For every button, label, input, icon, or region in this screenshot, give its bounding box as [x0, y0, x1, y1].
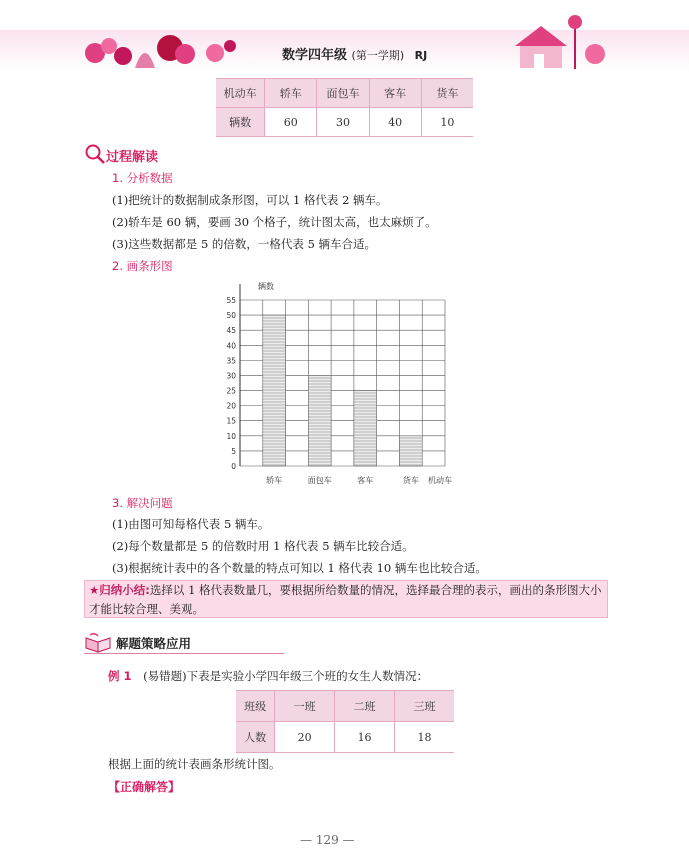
magnifier-icon: [84, 143, 106, 165]
y-tick-label: 20: [226, 401, 236, 411]
table-cell: 20: [275, 722, 335, 753]
table-cell: 人数: [236, 722, 275, 753]
summary-text: 选择以 1 格代表数量几，要根据所给数量的情况，选择最合理的表示，画出的条形图大小才能比较合理、美观。: [89, 583, 602, 616]
edition-label: RJ: [414, 49, 428, 62]
class-table-data-row: [236, 722, 454, 753]
table-cell: 40: [369, 108, 421, 137]
strategy-heading: [84, 632, 304, 654]
step1-line: (2)轿车是 60 辆，要画 30 个格子，统计图太高，也太麻烦了。: [112, 215, 437, 229]
step1-title: 1. 分析数据: [112, 171, 173, 185]
bar-chart: [210, 278, 475, 488]
page-number: — 129 —: [300, 833, 355, 847]
table-cell: 班级: [236, 691, 275, 722]
table-cell: 三班: [395, 691, 454, 722]
strategy-title: 解题策略应用: [116, 636, 192, 651]
book-icon: [84, 632, 114, 654]
table-cell: 面包车: [317, 79, 369, 108]
x-tick-label: 货车: [402, 476, 419, 485]
house-icon: [500, 14, 620, 74]
chart-x-ticks: [266, 475, 419, 485]
y-tick-label: 15: [226, 416, 236, 426]
example-intro: [108, 668, 428, 684]
table-cell: 客车: [369, 79, 421, 108]
bar-货车: [399, 436, 422, 466]
example-label: 例 1: [108, 669, 132, 683]
header-title: [282, 44, 427, 63]
process-title: 过程解读: [106, 150, 159, 165]
step2-title: 2. 画条形图: [112, 259, 173, 273]
step3-title: 3. 解决问题: [112, 496, 173, 510]
table-cell: 辆数: [216, 108, 265, 137]
summary-box: [84, 580, 608, 618]
table-cell: 60: [265, 108, 317, 137]
book-title: 数学四年级: [282, 48, 348, 63]
chart-y-ticks: [226, 296, 236, 471]
divider: [84, 653, 284, 654]
y-tick-label: 0: [231, 462, 236, 471]
step3-line: (1)由图可知每格代表 5 辆车。: [112, 517, 270, 531]
y-tick-label: 55: [226, 296, 236, 305]
table-cell: 16: [335, 722, 395, 753]
summary-tag: ★归纳小结:: [89, 583, 150, 597]
table-cell: 二班: [335, 691, 395, 722]
table-cell: 货车: [421, 79, 473, 108]
table-cell: 18: [395, 722, 454, 753]
chart-y-axis-label: 辆数: [258, 282, 274, 291]
vehicle-table: [216, 78, 473, 137]
y-tick-label: 35: [226, 356, 236, 366]
x-tick-label: 客车: [357, 476, 374, 485]
example-instruction: 根据上面的统计表画条形统计图。: [108, 757, 281, 771]
x-tick-label: 轿车: [266, 476, 283, 485]
x-tick-label: 面包车: [307, 476, 332, 485]
flowers-left-icon: [75, 18, 245, 73]
page-header: [0, 0, 689, 75]
class-table-header-row: [236, 691, 454, 722]
table-cell: 10: [421, 108, 473, 137]
example-text: 下表是实验小学四年级三个班的女生人数情况：: [186, 669, 429, 683]
bar-客车: [354, 391, 377, 466]
y-tick-label: 50: [226, 311, 236, 321]
step3-line: (2)每个数量都是 5 的倍数时用 1 格代表 5 辆车比较合适。: [112, 539, 414, 553]
y-tick-label: 10: [226, 431, 236, 441]
answer-label: 【正确解答】: [108, 780, 181, 794]
vehicle-table-header-row: [216, 79, 473, 108]
step1-line: (1)把统计的数据制成条形图，可以 1 格代表 2 辆车。: [112, 193, 388, 207]
bar-轿车: [263, 315, 286, 466]
step1-line: (3)这些数据都是 5 的倍数，一格代表 5 辆车合适。: [112, 237, 377, 251]
class-table: [236, 690, 454, 753]
table-cell: 机动车: [216, 79, 265, 108]
table-cell: 30: [317, 108, 369, 137]
y-tick-label: 5: [231, 446, 236, 456]
y-tick-label: 40: [226, 341, 236, 351]
example-tag: (易错题): [143, 669, 187, 683]
table-cell: 一班: [275, 691, 335, 722]
y-tick-label: 45: [226, 326, 236, 336]
table-cell: 轿车: [265, 79, 317, 108]
chart-x-axis-label: 机动车: [428, 476, 452, 485]
step3-line: (3)根据统计表中的各个数量的特点可知以 1 格代表 10 辆车也比较合适。: [112, 561, 487, 575]
bar-面包车: [308, 375, 331, 466]
y-tick-label: 30: [226, 371, 236, 381]
vehicle-table-data-row: [216, 108, 473, 137]
semester-label: (第一学期): [351, 49, 405, 62]
y-tick-label: 25: [226, 386, 236, 396]
